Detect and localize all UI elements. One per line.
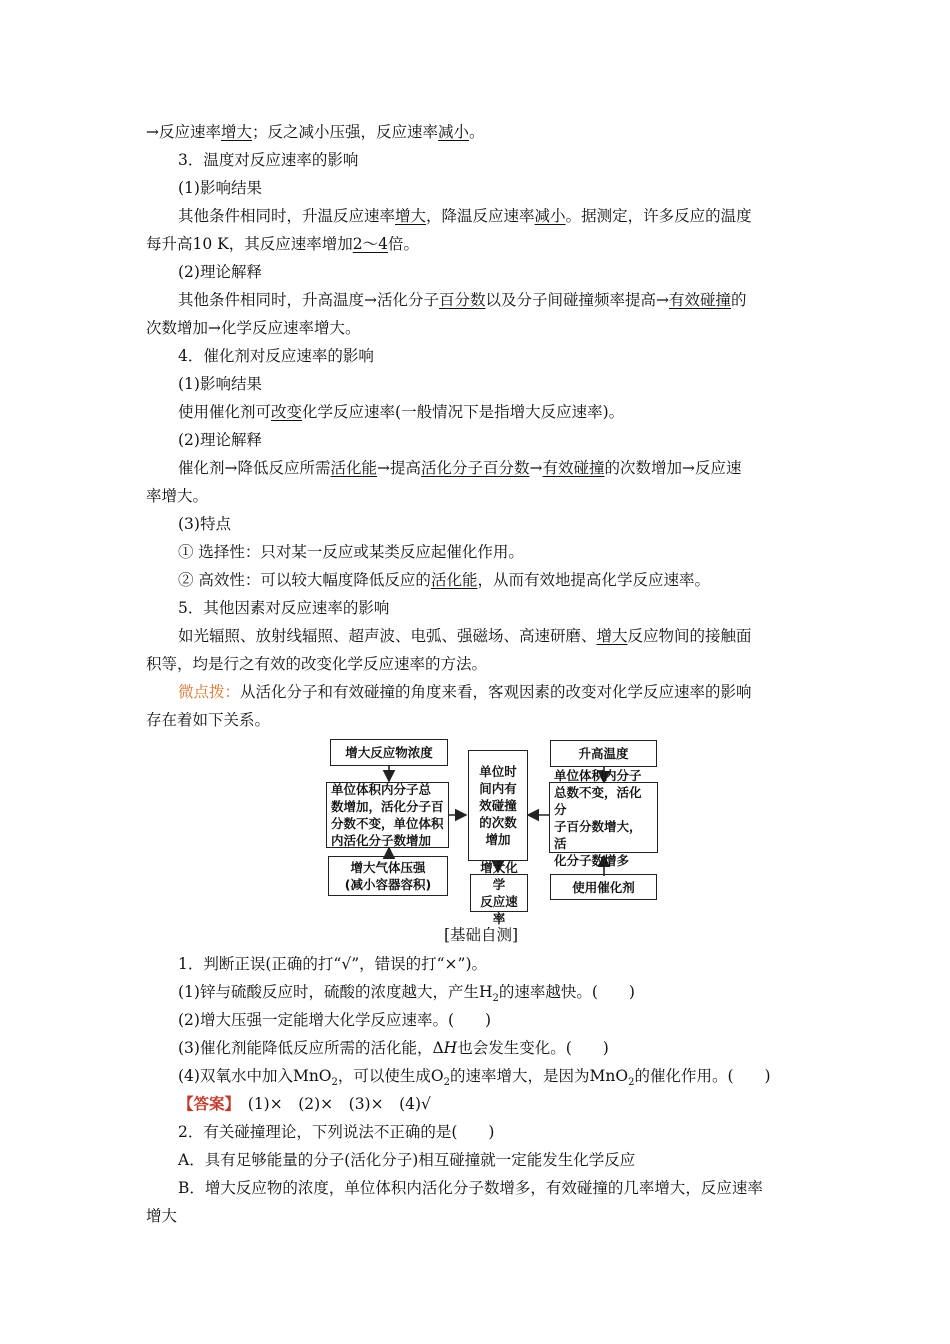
section-heading: 3．温度对反应速率的影响 (178, 151, 359, 169)
text-line: 次数增加→化学反应速率增大。 (146, 319, 361, 337)
box-use-catalyst: 使用催化剂 (550, 874, 657, 900)
option-b: B．增大反应物的浓度，单位体积内活化分子数增多，有效碰撞的几率增大，反应速率 (178, 1179, 763, 1197)
section-heading: 5．其他因素对反应速率的影响 (178, 599, 390, 617)
text-line: 存在着如下关系。 (146, 711, 271, 729)
question-1-item: (1)锌与硫酸反应时，硫酸的浓度越大，产生$H_2$的速率越快。( ) (178, 983, 635, 1005)
question-1-item: (3)催化剂能降低反应所需的活化能，ΔH也会发生变化。( ) (178, 1039, 609, 1057)
box-increase-pressure: 增大气体压强 (减小容器容积) (328, 856, 448, 896)
question-1-item: (2)增大压强一定能增大化学反应速率。( ) (178, 1011, 492, 1029)
text-line: 催化剂→降低反应所需活化能→提高活化分子百分数→有效碰撞的次数增加→反应速 (178, 459, 742, 477)
box-raise-temperature: 升高温度 (550, 740, 657, 767)
subheading: (1)影响结果 (178, 179, 262, 197)
text-line: ① 选择性：只对某一反应或某类反应起催化作用。 (178, 543, 524, 561)
answer-line: 【答案】 (1)× (2)× (3)× (4)√ (178, 1094, 431, 1113)
question-2: 2．有关碰撞理论，下列说法不正确的是( ) (178, 1123, 495, 1141)
subheading: (3)特点 (178, 515, 231, 533)
section-heading: 4．催化剂对反应速率的影响 (178, 347, 374, 365)
text-line: 其他条件相同时，升高温度→活化分子百分数以及分子间碰撞频率提高→有效碰撞的 (178, 291, 747, 309)
text-line: 微点拨：从活化分子和有效碰撞的角度来看，客观因素的改变对化学反应速率的影响 (178, 683, 752, 701)
question-1: 1．判断正误(正确的打“√”，错误的打“×”)。 (178, 955, 488, 973)
text-line: 使用催化剂可改变化学反应速率(一般情况下是指增大反应速率)。 (178, 403, 625, 421)
text-line: 每升高10 K，其反应速率增加2～4倍。 (146, 235, 419, 253)
text-line: 积等，均是行之有效的改变化学反应速率的方法。 (146, 655, 488, 673)
section-title: [基础自测] (443, 926, 519, 944)
box-concentration-effect: 单位体积内分子总 数增加，活化分子百 分数不变，单位体积 内活化分子数增加 (326, 782, 449, 848)
text-line: 率增大。 (146, 487, 209, 505)
box-increase-rate: 增大化学 反应速率 (470, 874, 528, 912)
box-effective-collisions: 单位时 间内有 效碰撞 的次数 增加 (468, 750, 528, 861)
box-increase-concentration: 增大反应物浓度 (330, 739, 448, 766)
box-temperature-effect: 单位体积内分子 总数不变，活化分 子百分数增大，活 化分子数增多 (549, 782, 658, 853)
text-line: 如光辐照、放射线辐照、超声波、电弧、强磁场、高速研磨、增大反应物间的接触面 (178, 627, 752, 645)
subheading: (2)理论解释 (178, 263, 262, 281)
tip-label: 微点拨： (178, 683, 241, 701)
subheading: (1)影响结果 (178, 375, 262, 393)
answer-label: 【答案】 (178, 1094, 233, 1113)
text-line: 其他条件相同时，升温反应速率增大，降温反应速率减小。据测定，许多反应的温度 (178, 207, 752, 225)
text-line: ② 高效性：可以较大幅度降低反应的活化能，从而有效地提高化学反应速率。 (178, 571, 710, 589)
option-a: A．具有足够能量的分子(活化分子)相互碰撞就一定能发生化学反应 (178, 1151, 636, 1169)
question-1-item: (4)双氧水中加入MnO$_2$，可以使生成$O_2$的速率增大，是因为MnO$_2$的催化作用。( ) (178, 1067, 771, 1089)
option-b-cont: 增大 (146, 1207, 178, 1225)
text-line: →反应速率增大；反之减小压强，反应速率减小。 (146, 123, 485, 141)
subheading: (2)理论解释 (178, 431, 262, 449)
